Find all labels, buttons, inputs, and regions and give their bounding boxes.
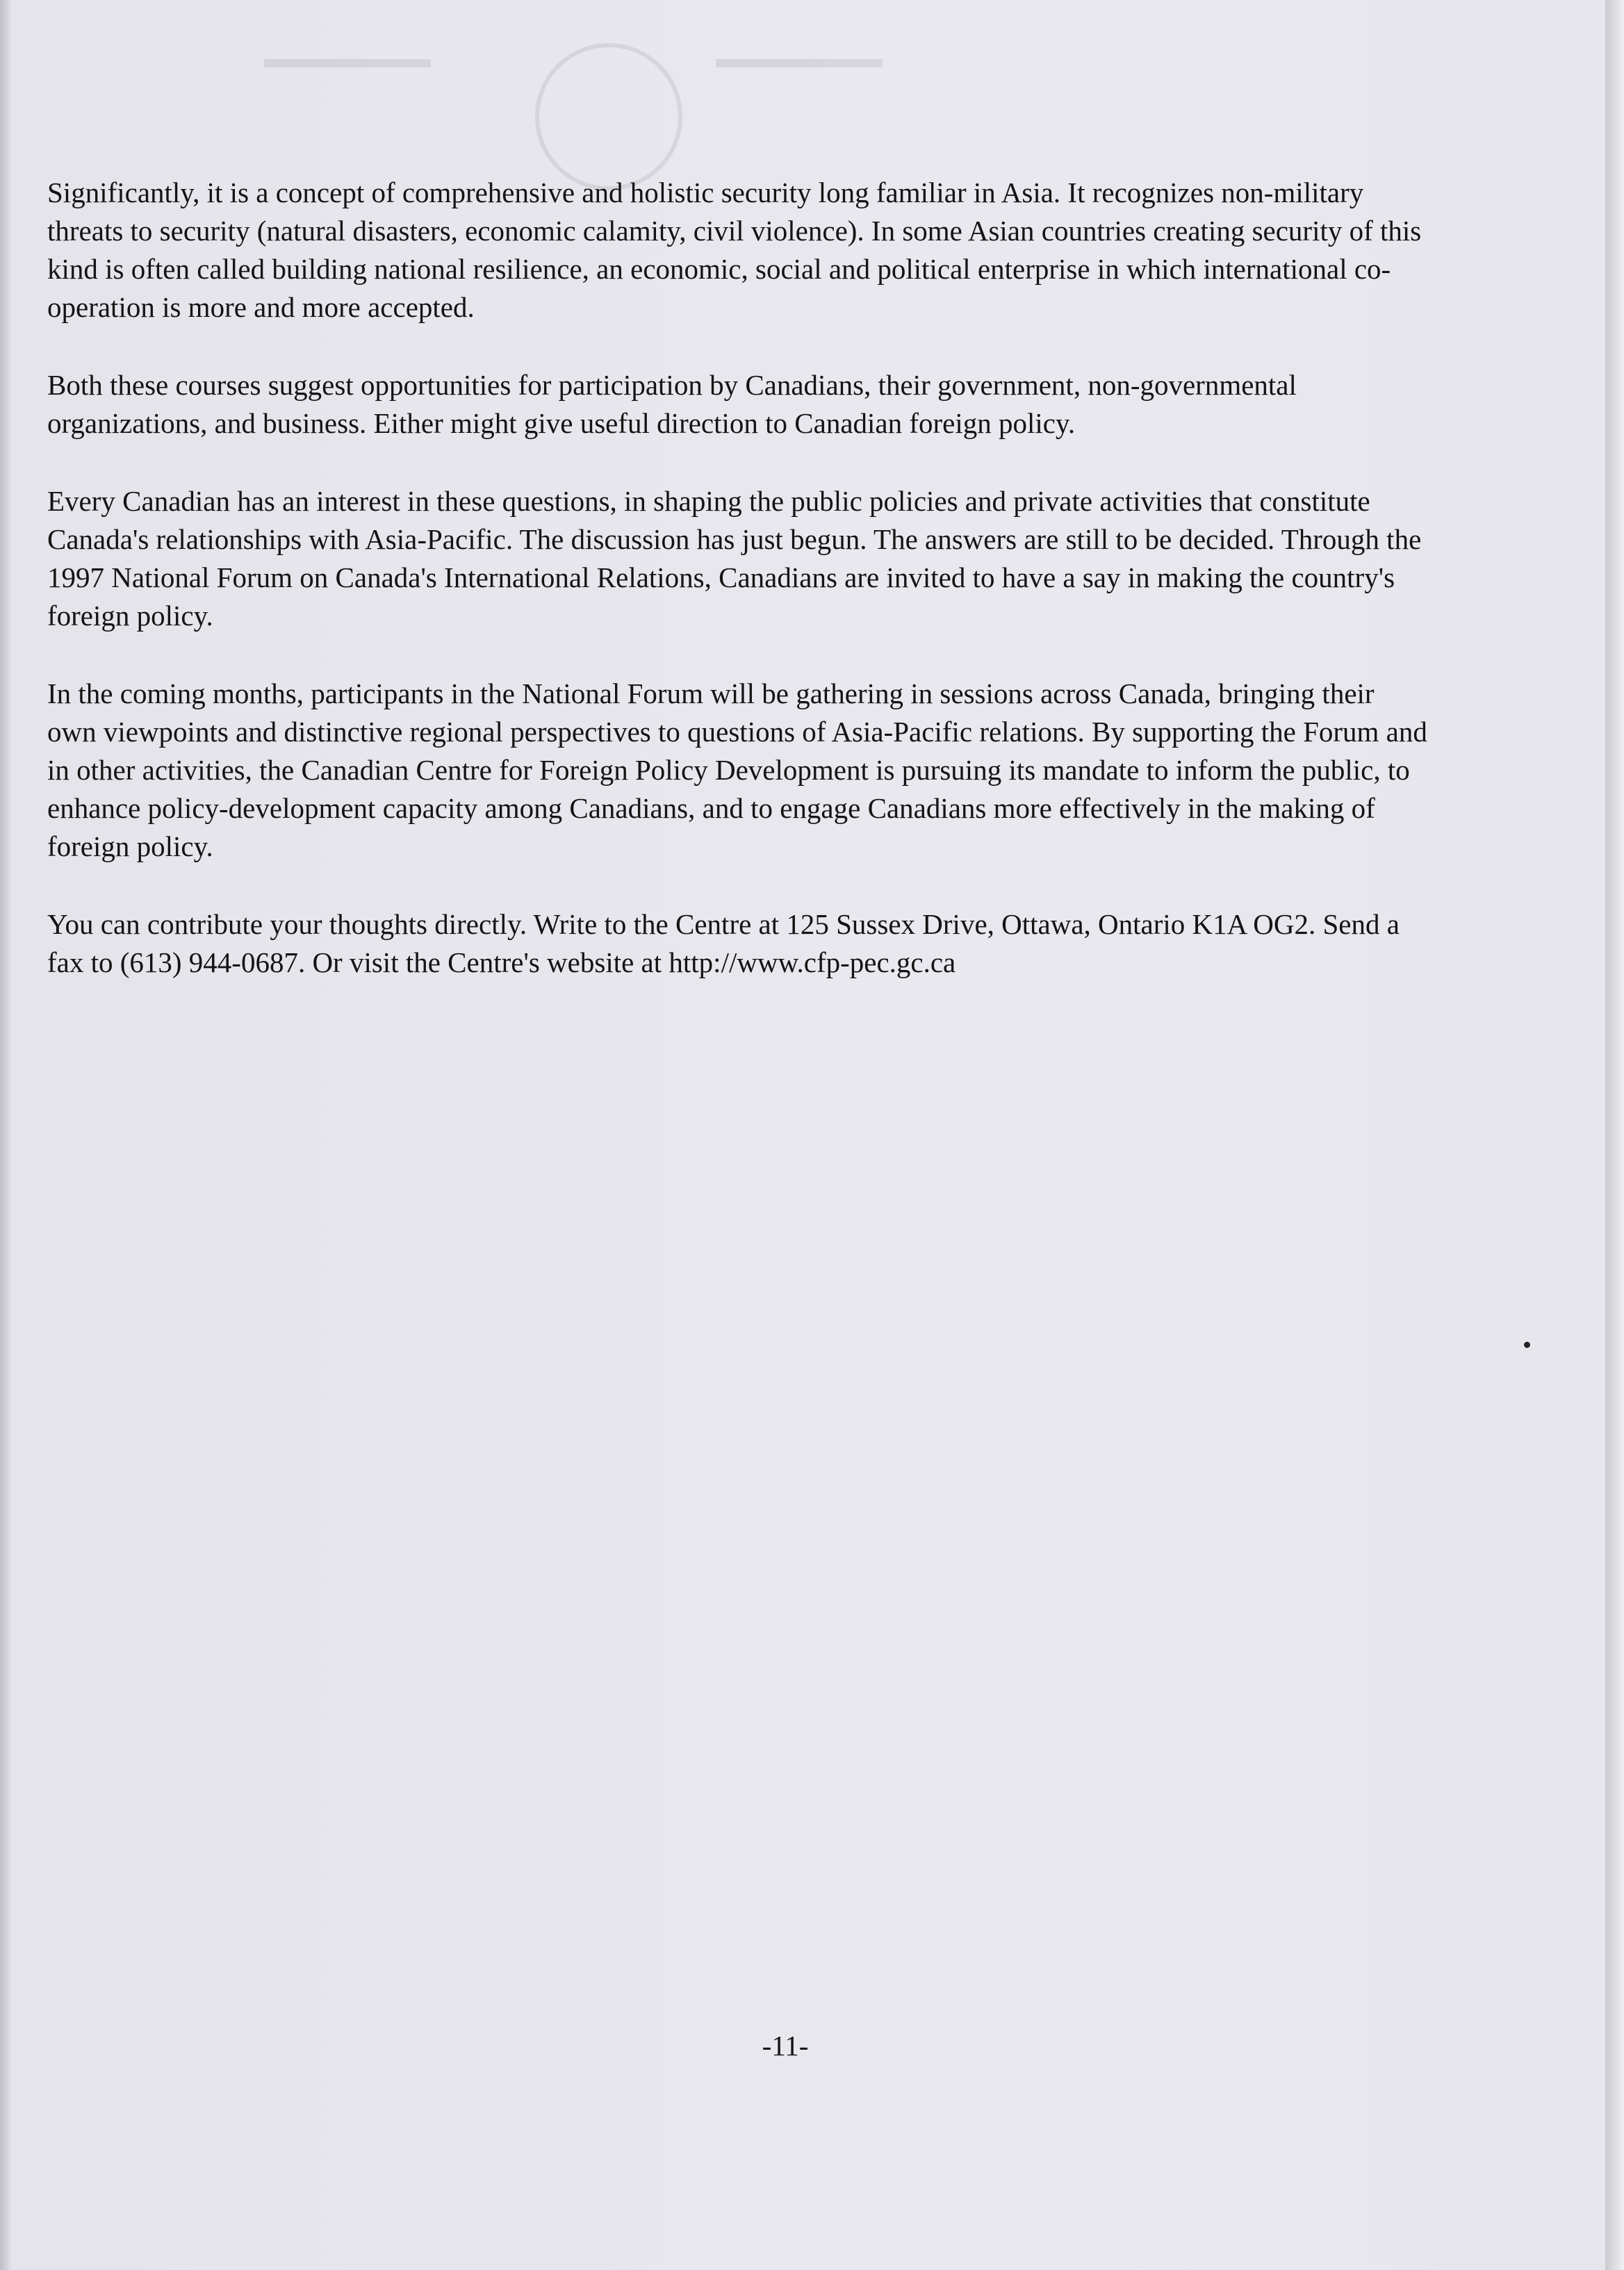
- bleed-through-text: ▬▬▬▬▬▬: [716, 42, 883, 74]
- paragraph: Both these courses suggest opportunities for participation by Canadians, their government, non-governmental organizations, and business. Either might give useful direction to Canadian foreign policy.: [47, 369, 1297, 439]
- bleed-through-logo: [535, 43, 682, 190]
- paragraph: Significantly, it is a concept of comprehensive and holistic security long familiar in Asia. It recognizes non-military threats to security (natural disasters, economic calamity, civil violence). In some Asian countries creating security of this kind is often called building national resilience, an economic, social and political enterprise in which international co-operation is more and more accepted.: [47, 176, 1422, 323]
- scan-speck: [1524, 1342, 1530, 1348]
- page-number: -11-: [762, 2030, 809, 2062]
- paragraph: You can contribute your thoughts directly. Write to the Centre at 125 Sussex Drive, Ottawa, Ontario K1A OG2. Send a fax to (613) 944-0687. Or visit the Centre's website at http://www.cfp-pec.gc.ca: [47, 908, 1400, 978]
- paragraph: Every Canadian has an interest in these questions, in shaping the public policies and private activities that constitute Canada's relationships with Asia-Pacific. The discussion has just begun. The answers are still to be decided. Through the 1997 National Forum on Canada's International Relations, Canadians are invited to have a say in making the country's foreign policy.: [47, 485, 1422, 632]
- page-edge: [1605, 0, 1624, 2270]
- body-text: [47, 174, 1430, 1021]
- bleed-through-text: ▬▬▬▬▬▬: [264, 42, 431, 74]
- paragraph: In the coming months, participants in the National Forum will be gathering in sessions across Canada, bringing their own viewpoints and distinctive regional perspectives to questions of Asia-Pacific relations. By supporting the Forum and in other activities, the Canadian Centre for Foreign Policy Development is pursuing its mandate to inform the public, to enhance policy-development capacity among Canadians, and to engage Canadians more effectively in the making of foreign policy.: [47, 677, 1427, 862]
